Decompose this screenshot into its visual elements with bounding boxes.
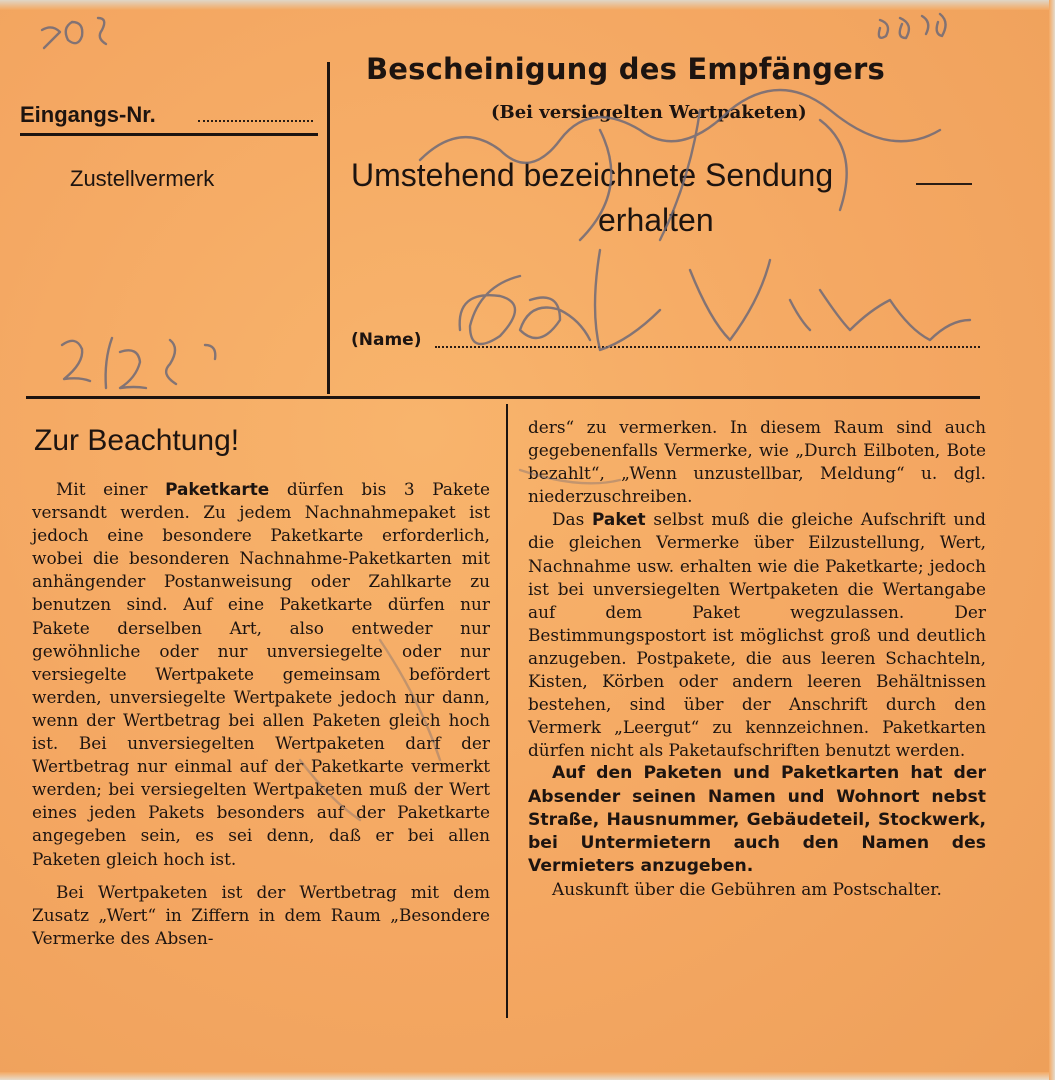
notice-text: dürfen bis 3 Pakete versandt werden. Zu jedem Nachnahmepaket ist jedoch eine besondere Paketkarte erforderlich, wobei die besonderen Nachnahme-Paketkarten mit anhängender Postanweisung oder Zahlkarte zu benutzen sind. Auf eine Paketkarte dürfen nur Pakete derselben Art, also entweder nur gewöhnliche oder nur unversiegelte oder nur versiegelte Wertpakete gemeinsam befördert werden, unversiegelte Wertpakete jedoch nur dann, wenn der Wertbetrag bei allen Paketen gleich hoch ist. Bei unversiegelten Wertpaketen darf der Wertbetrag nur einmal auf der Paketkarte vermerkt werden; bei versiegelten Wertpaketen muß der Wert eines jeden Pakets besonders auf der Paketkarte angegeben sein, es sei denn, daß er bei allen Paketen gleich hoch ist. <box>32 479 490 869</box>
eingang-nr-label: Eingangs-Nr. <box>20 102 156 127</box>
notice-keyword: Paket <box>592 509 646 530</box>
notice-paragraph: ders“ zu vermerken. In diesem Raum sind auch gegebenenfalls Vermerke, wie „Durch Eilboten, Bote bezahlt“, „Wenn unzustellbar, Meldung“ u. dgl. niederzuschreiben. <box>528 417 986 507</box>
page-subtitle: (Bei versiegelten Wertpaketen) <box>491 102 807 123</box>
receipt-statement-line1: Umstehend bezeichnete Sendung <box>351 157 834 193</box>
paper-edge-top <box>0 0 1055 10</box>
eingang-divider <box>20 133 318 136</box>
paper-edge-bottom <box>0 1072 1055 1080</box>
handwriting-top-left <box>98 18 106 44</box>
handwriting-top-left <box>66 22 83 43</box>
signature <box>690 260 970 340</box>
paper-edge-right <box>1049 0 1055 1080</box>
eingang-nr-field <box>198 120 313 122</box>
notice-right-column <box>528 416 986 901</box>
signature <box>595 250 660 350</box>
notice-keyword: Paketkarte <box>165 479 270 499</box>
header-vertical-divider <box>327 62 330 394</box>
receipt-statement-line2: erhalten <box>598 202 714 238</box>
handwriting-middle-left <box>166 340 215 384</box>
notice-sender-instruction: Auf den Paketen und Paketkarten hat der Absender seinen Namen und Wohnort nebst Straße, Hausnummer, Gebäudeteil, Stockwerk, bei Untermietern auch den Namen des Vermieters anzugeben. <box>528 763 986 876</box>
zustellvermerk-label: Zustellvermerk <box>70 166 215 191</box>
notice-text: Das <box>552 509 592 530</box>
notice-paragraph: Bei Wertpaketen ist der Wertbetrag mit dem Zusatz „Wert“ in Ziffern in dem Raum „Besondere Vermerke des Absen- <box>32 881 490 948</box>
section-divider <box>26 396 980 399</box>
name-field <box>435 346 980 348</box>
notice-paragraph <box>32 478 490 871</box>
notice-column-divider <box>506 404 508 1018</box>
notice-heading: Zur Beachtung! <box>34 424 240 457</box>
notice-left-column <box>32 478 490 950</box>
notice-text: Mit einer <box>56 479 166 499</box>
page-title: Bescheinigung des Empfängers <box>366 52 885 86</box>
notice-text: selbst muß die gleiche Aufschrift und die gleichen Vermerke über Eilzustellung, Wert, Nachnahme usw. erhalten wie die Paketkarte; jedoch ist bei unversiegelten Wertpaketen die Wertangabe auf dem Paket wegzulassen. Der Bestimmungspostort ist möglichst groß und deutlich anzugeben. Postpakete, die aus leeren Schachteln, Kisten, Körben oder andern leeren Behältnissen bestehen, sind über der Anschrift durch den Vermerk „Leergut“ zu kennzeichnen. Paketkarten dürfen nicht als Paketaufschriften benutzt werden. <box>528 509 986 761</box>
signature <box>520 298 590 341</box>
handwriting-middle-left <box>62 341 90 381</box>
handwriting-top-left <box>42 27 60 48</box>
handwriting-scribble <box>420 90 940 163</box>
handwriting-middle-left <box>106 338 146 388</box>
notice-paragraph: Auskunft über die Gebühren am Postschalter. <box>552 878 942 899</box>
handwriting-top-right <box>879 14 946 38</box>
signature <box>460 276 520 344</box>
name-label: (Name) <box>351 330 422 350</box>
notice-paragraph <box>528 508 986 762</box>
receipt-statement-fill-line <box>916 183 972 185</box>
